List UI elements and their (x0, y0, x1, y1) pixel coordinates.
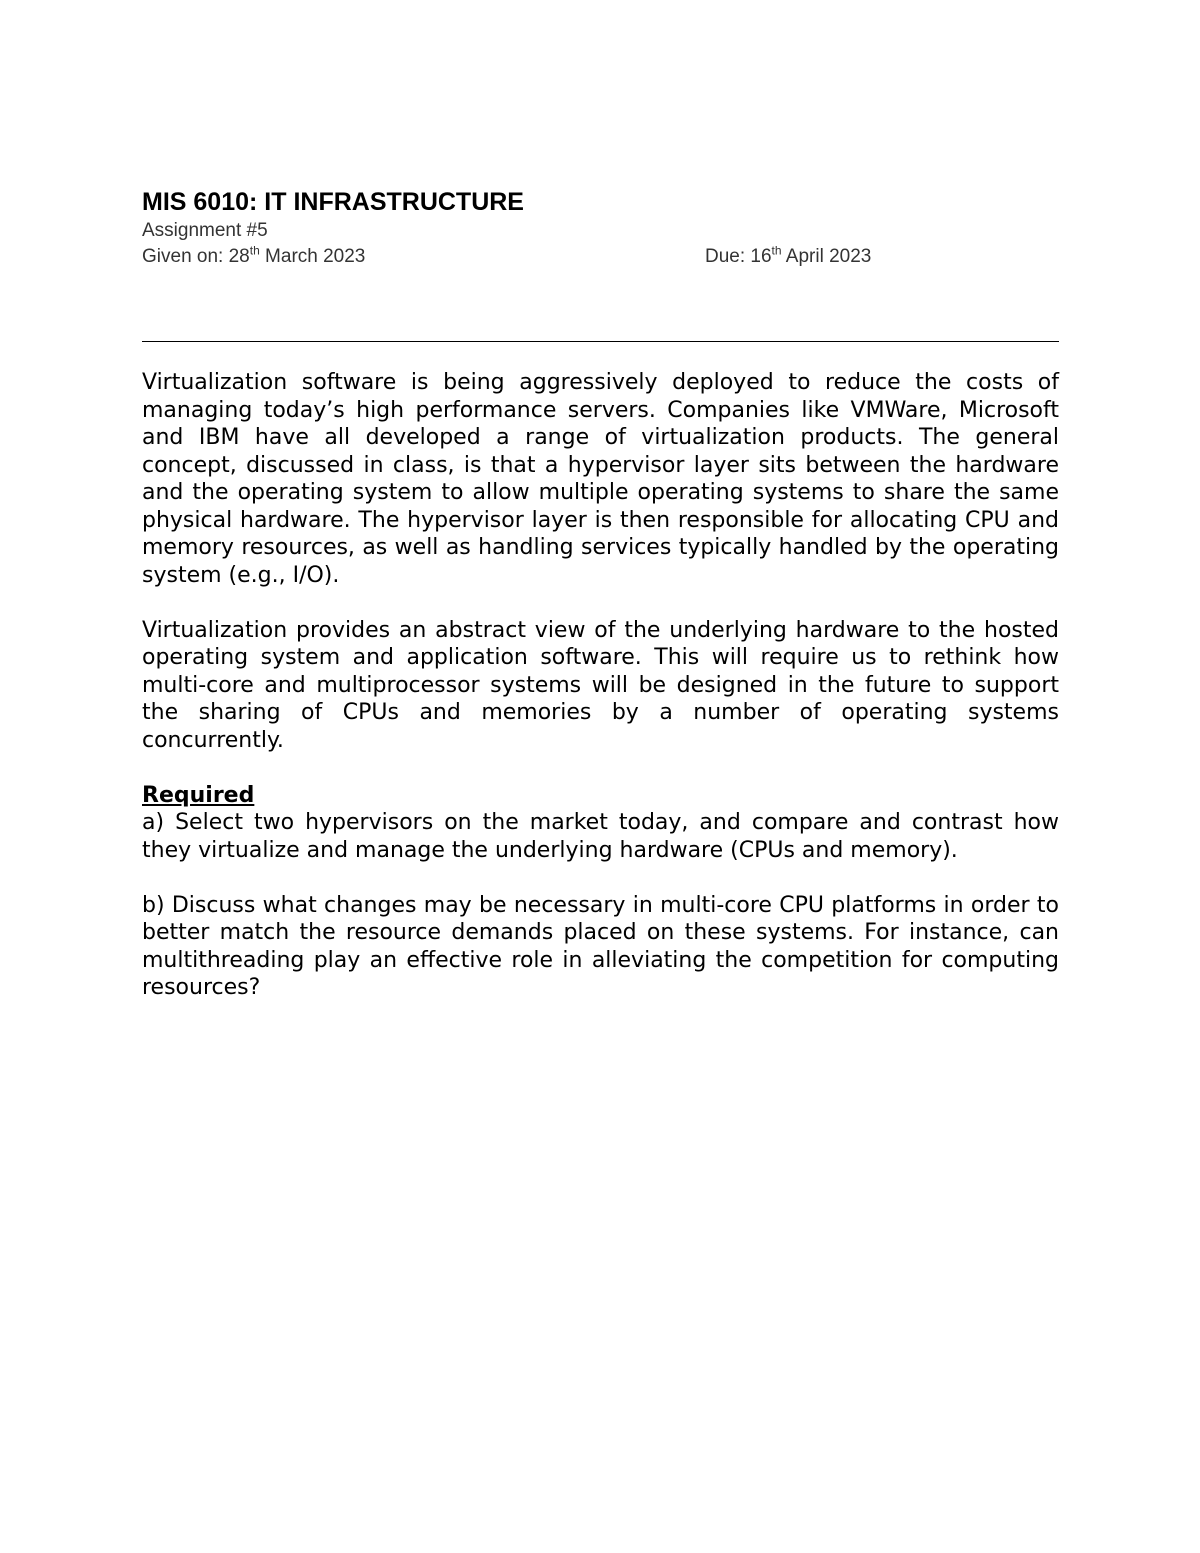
given-date (142, 244, 365, 270)
due-date-ordinal: th (771, 243, 782, 258)
question-a: a) Select two hypervisors on the market today, and compare and contrast how they virtualize and manage the underlying hardware (CPUs and memory). (142, 810, 1059, 863)
given-date-prefix: Given on: 28 (142, 246, 250, 267)
due-date-prefix: Due: 16 (705, 246, 772, 267)
due-date-suffix: April 2023 (781, 246, 872, 267)
given-date-suffix: March 2023 (259, 246, 366, 267)
assignment-dates (142, 244, 1062, 270)
document-header (142, 186, 1062, 270)
paragraph-virtualization-abstract: Virtualization provides an abstract view of the underlying hardware to the hosted operating system and application software. This will require us to rethink how multi-core and multiprocessor systems will be designed in the future to support the sharing of CPUs and memories by a number of operating systems concurrently. (142, 617, 1059, 753)
horizontal-divider (142, 341, 1059, 342)
course-title: MIS 6010: IT INFRASTRUCTURE (142, 188, 524, 216)
question-b: b) Discuss what changes may be necessary in multi-core CPU platforms in order to better match the resource demands placed on these systems. For instance, can multithreading play an effective role in alleviating the competition for computing resources? (142, 892, 1059, 1000)
required-heading: Required (142, 782, 255, 808)
paragraph-virtualization-intro: Virtualization software is being aggressively deployed to reduce the costs of managing today’s high performance servers. Companies like VMWare, Microsoft and IBM have all developed a range of virtualization products. The general concept, discussed in class, is that a hypervisor layer sits between the hardware and the operating system to allow multiple operating systems to share the same physical hardware. The hypervisor layer is then responsible for allocating CPU and memory resources, as well as handling services typically handled by the operating system (e.g., I/O). (142, 370, 1059, 588)
assignment-number: Assignment #5 (142, 220, 268, 241)
due-date (705, 244, 871, 270)
given-date-ordinal: th (249, 243, 260, 258)
document-body (142, 369, 1059, 1029)
